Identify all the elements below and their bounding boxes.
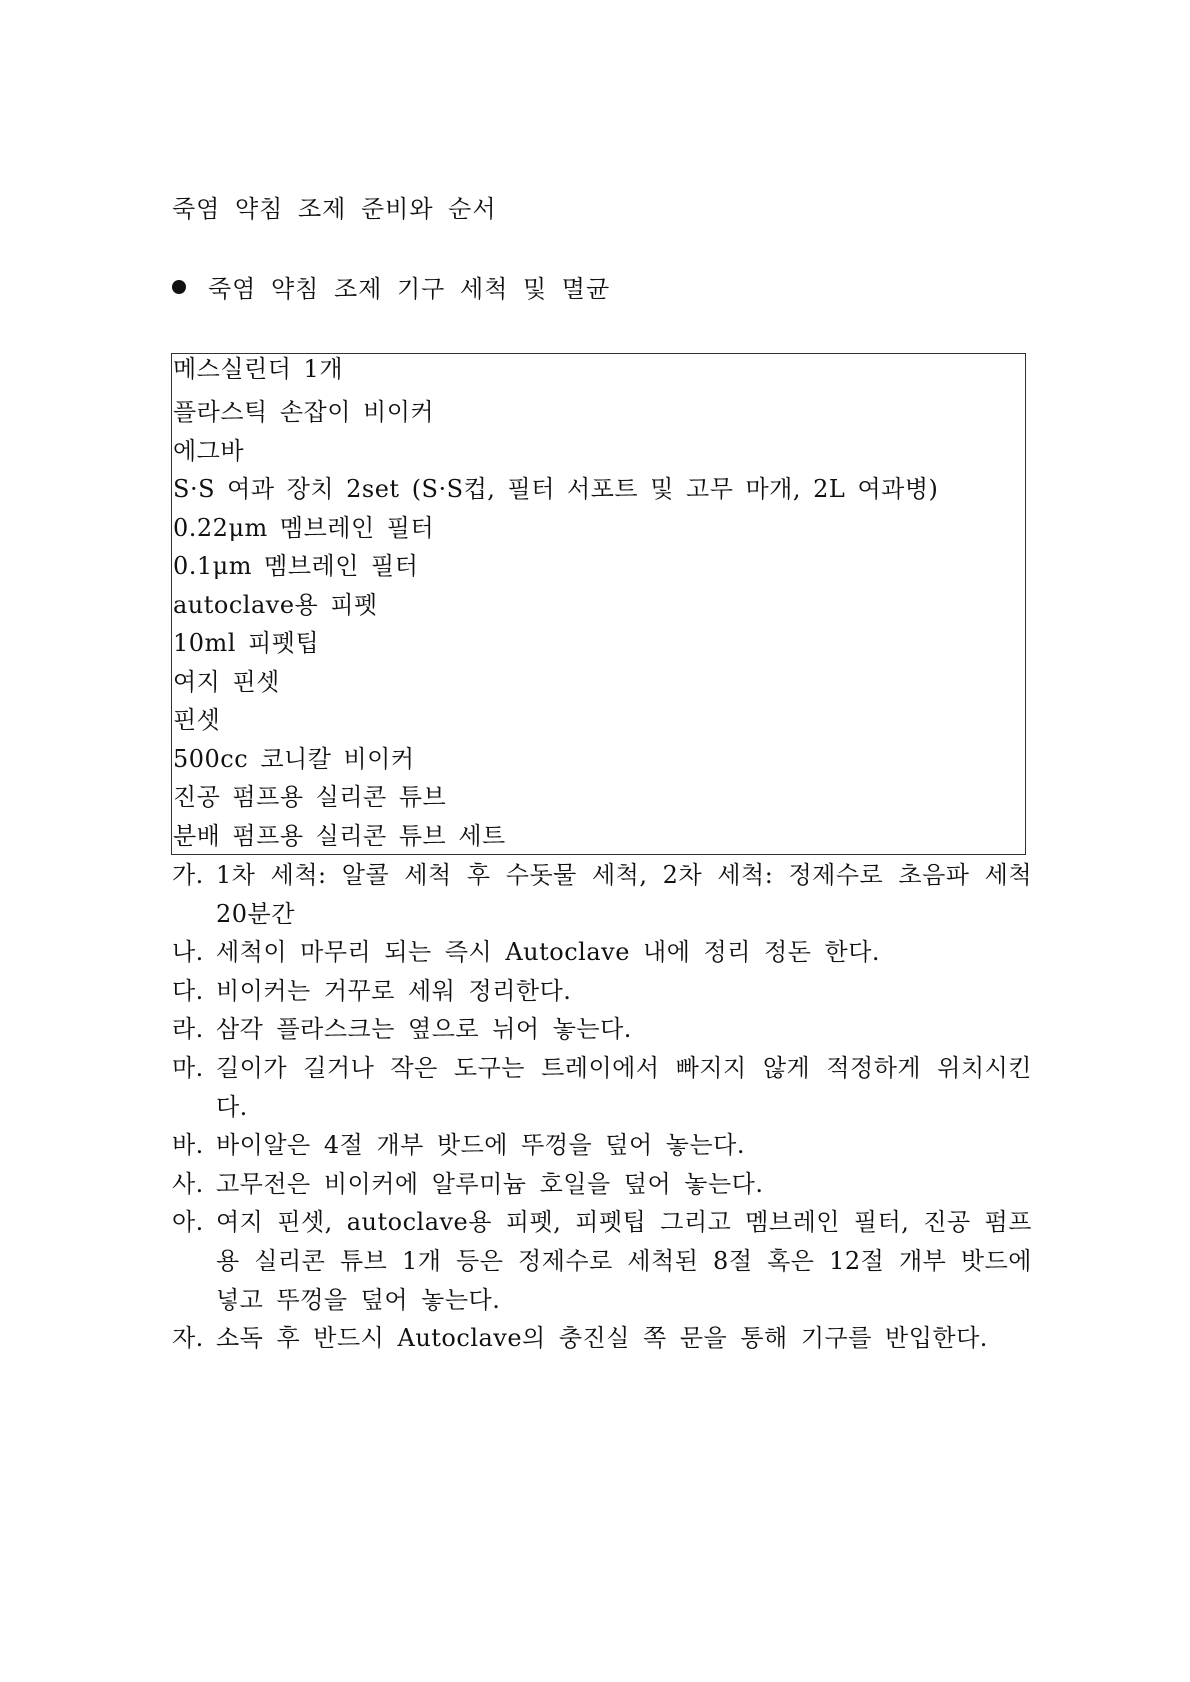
procedure-steps: [172, 856, 1032, 1358]
section-heading-text: 죽염 약침 조제 기구 세척 및 멸균: [208, 275, 611, 303]
step-marker: 마.: [172, 1053, 204, 1082]
equipment-item: 0.1μm 멤브레인 필터: [173, 552, 419, 580]
procedure-step: [172, 972, 1032, 1011]
step-marker: 나.: [172, 938, 204, 967]
equipment-item: 여지 핀셋: [173, 667, 280, 696]
step-marker: 가.: [172, 861, 204, 889]
procedure-step: [172, 1319, 1032, 1358]
step-text: 비이커는 거꾸로 세워 정리한다.: [216, 976, 572, 1005]
equipment-item: autoclave용 피펫: [173, 590, 378, 619]
procedure-step: [172, 933, 1032, 972]
step-text: 소독 후 반드시 Autoclave의 충진실 쪽 문을 통해 기구를 반입한다.: [216, 1324, 988, 1353]
equipment-item: 분배 펌프용 실리콘 튜브 세트: [173, 821, 506, 850]
step-text: 1차 세척: 알콜 세척 후 수돗물 세척, 2차 세척: 정제수로 초음파 세척 20분간: [216, 861, 1032, 928]
step-marker: 라.: [172, 1015, 204, 1044]
document-title: 죽염 약침 조제 준비와 순서: [172, 195, 497, 223]
section-heading: [172, 271, 610, 307]
step-text: 삼각 플라스크는 옆으로 뉘어 놓는다.: [216, 1015, 632, 1044]
step-marker: 아.: [172, 1208, 204, 1237]
procedure-step: [172, 1165, 1032, 1204]
step-text: 바이알은 4절 개부 밧드에 뚜껑을 덮어 놓는다.: [216, 1131, 745, 1160]
equipment-item: S·S 여과 장치 2set (S·S컵, 필터 서포트 및 고무 마개, 2L 여과병): [173, 475, 939, 503]
step-marker: 자.: [172, 1324, 204, 1353]
procedure-step: [172, 856, 1032, 933]
equipment-item: 플라스틱 손잡이 비이커: [173, 398, 435, 426]
equipment-item: 진공 펌프용 실리콘 튜브: [173, 783, 447, 811]
step-text: 길이가 길거나 작은 도구는 트레이에서 빠지지 않게 적정하게 위치시킨다.: [216, 1053, 1032, 1121]
procedure-step: [172, 1049, 1032, 1126]
procedure-step: [172, 1203, 1032, 1319]
procedure-step: [172, 1126, 1032, 1165]
bullet-icon: [172, 280, 186, 294]
step-text: 고무전은 비이커에 알루미늄 호일을 덮어 놓는다.: [216, 1169, 764, 1198]
equipment-item: 500cc 코니칼 비이커: [173, 744, 415, 773]
step-marker: 다.: [172, 976, 204, 1005]
equipment-item: 메스실린더 1개: [173, 355, 344, 383]
step-marker: 바.: [172, 1131, 204, 1160]
step-marker: 사.: [172, 1169, 204, 1198]
equipment-list: [172, 354, 1025, 855]
equipment-list-box: [171, 353, 1026, 855]
procedure-step: [172, 1010, 1032, 1049]
step-text: 여지 핀셋, autoclave용 피펫, 피펫팁 그리고 멤브레인 필터, 진공 펌프용 실리콘 튜브 1개 등은 정제수로 세척된 8절 혹은 12절 개부 밧드에 넣고 뚜껑을 덮어 놓는다.: [216, 1208, 1032, 1314]
equipment-item: 핀셋: [173, 706, 221, 734]
equipment-item: 에그바: [173, 436, 245, 465]
step-text: 세척이 마무리 되는 즉시 Autoclave 내에 정리 정돈 한다.: [216, 938, 881, 967]
equipment-item: 10ml 피펫팁: [173, 629, 320, 657]
equipment-item: 0.22μm 멤브레인 필터: [173, 513, 435, 542]
